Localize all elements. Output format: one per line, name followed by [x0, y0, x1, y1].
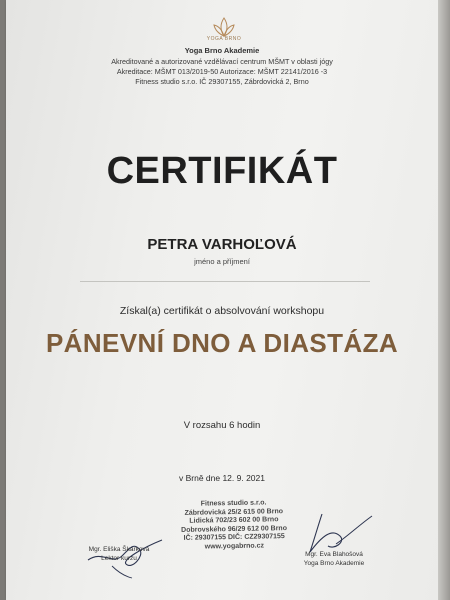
right-signatory — [290, 550, 378, 568]
left-signatory-role: Lektor kurzu — [101, 555, 137, 562]
left-signatory-name: Mgr. Eliška Škarková — [88, 546, 150, 553]
left-signatory — [84, 545, 154, 563]
workshop-title: PÁNEVNÍ DNO A DIASTÁZA — [45, 328, 399, 358]
certificate-paper — [6, 0, 438, 600]
stamp-line: Dobrovského 96/29 612 00 Brno — [181, 524, 288, 534]
recipient-name-caption: jméno a příjmení — [194, 257, 250, 266]
certificate-title: CERTIFIKÁT — [106, 150, 338, 192]
logo-text: YOGA BRNO — [206, 36, 242, 42]
company-line: Fitness studio s.r.o. IČ 29307155, Zábrdovická 2, Brno — [135, 77, 309, 86]
stamp-line: Zábrdovická 25/2 615 00 Brno — [184, 507, 284, 517]
stamp-line: IČ: 29307155 DIČ: CZ29307155 — [183, 533, 285, 543]
stamp-line: www.yogabrno.cz — [204, 542, 265, 551]
right-signatory-name: Mgr. Eva Blahošová — [305, 551, 363, 558]
authorization-line: Akreditace: MŠMT 013/2019-50 Autorizace: MŠMT 22141/2016 -3 — [116, 67, 328, 76]
stamp-line: Fitness studio s.r.o. — [200, 499, 267, 508]
intro-text: Získal(a) certifikát o absolvování workshopu — [119, 305, 325, 317]
page-edge — [438, 0, 450, 600]
place-date: v Brně dne 12. 9. 2021 — [178, 473, 265, 483]
right-signatory-role: Yoga Brno Akademie — [303, 560, 365, 567]
stamp-line: Lidická 702/23 602 00 Brno — [189, 516, 279, 525]
duration-text: V rozsahu 6 hodin — [183, 420, 261, 431]
company-stamp — [164, 499, 305, 553]
divider — [80, 281, 370, 282]
organization-name: Yoga Brno Akademie — [184, 46, 260, 55]
recipient-name: PETRA VARHOĽOVÁ — [147, 236, 297, 253]
accreditation-line: Akreditované a autorizované vzdělávací centrum MŠMT v oblasti jógy — [111, 57, 333, 66]
